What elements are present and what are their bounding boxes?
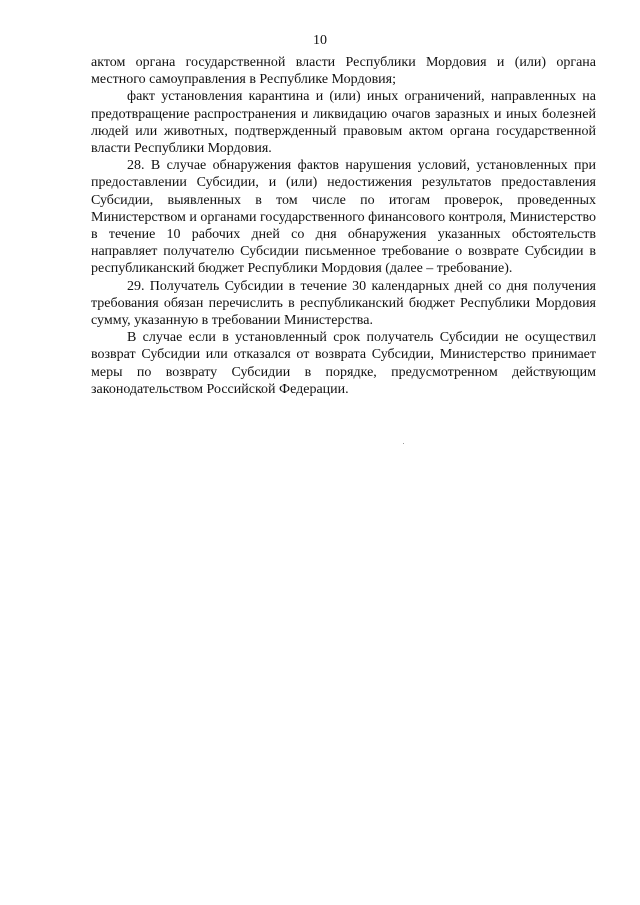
scan-speck bbox=[403, 443, 404, 444]
paragraph-continuation: актом органа государственной власти Республики Мордовия и (или) органа местного самоуправления в Республике Мордовия; bbox=[91, 55, 596, 88]
document-body bbox=[91, 54, 596, 398]
paragraph-clause-29: 29. Получатель Субсидии в течение 30 календарных дней со дня получения требования обязан перечислить в республиканский бюджет Республики Мордовия сумму, указанную в требовании Министерства. bbox=[91, 278, 596, 329]
paragraph-refund-enforcement: В случае если в установленный срок получатель Субсидии не осуществил возврат Субсидии или отказался от возврата Субсидии, Министерство принимает меры по возврату Субсидии в порядке, предусмотренном действующим законодательством Российской Федерации. bbox=[91, 330, 596, 397]
paragraph-quarantine-condition: факт установления карантина и (или) иных ограничений, направленных на предотвращение распространения и ликвидацию очагов заразных и иных болезней людей или животных, подтвержденный правовым актом органа государственной власти Республики Мордовия. bbox=[91, 89, 596, 157]
paragraph-clause-28: 28. В случае обнаружения фактов нарушения условий, установленных при предоставлении Субсидии, и (или) недостижения результатов предоставления Субсидии, выявленных в том числе по итогам проверок, проведенных Министерством и органами государственного финансового контроля, Министерство в течение 10 рабочих дней со дня обнаружения указанных обстоятельств направляет получателю Субсидии письменное требование о возврате Субсидии в республиканский бюджет Республики Мордовия (далее – требование). bbox=[91, 158, 596, 277]
page-number: 10 bbox=[313, 33, 327, 48]
